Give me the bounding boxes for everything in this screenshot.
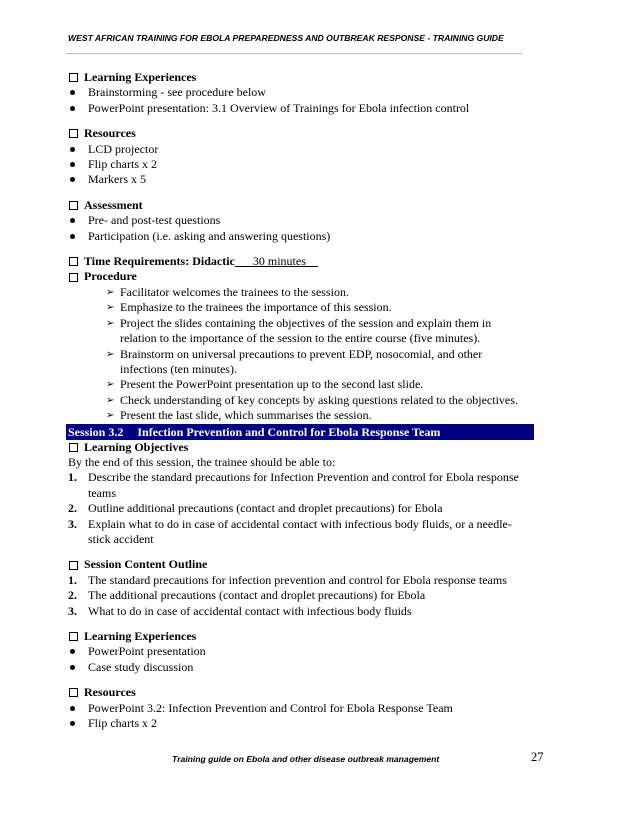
checkbox-icon: [69, 257, 78, 266]
list-item: PowerPoint 3.2: Infection Prevention and Control for Ebola Response Team: [68, 701, 548, 716]
session-title: Infection Prevention and Control for Ebola Response Team: [137, 424, 441, 439]
arrowhead-icon: ➢: [106, 394, 115, 406]
list-item: Participation (i.e. asking and answering questions): [68, 229, 548, 244]
arrowhead-icon: ➢: [106, 410, 115, 422]
resources-heading: Resources: [68, 685, 548, 700]
checkbox-icon: [69, 688, 78, 697]
checkbox-icon: [69, 129, 78, 138]
objective-item: 2. Outline additional precautions (contact and droplet precautions) for Ebola: [68, 501, 443, 516]
bullet-icon: [70, 162, 75, 167]
bullet-icon: [70, 665, 75, 670]
bullet-icon: [70, 90, 75, 95]
objective-item: 1. Describe the standard precautions for Infection Prevention and control for Ebola response: [68, 470, 519, 485]
heading-text: Learning Experiences: [84, 70, 197, 84]
list-item: PowerPoint presentation: [68, 644, 548, 659]
arrowhead-icon: ➢: [106, 348, 115, 360]
procedure-step: ➢ Check understanding of key concepts by asking questions related to the objectives.: [106, 392, 518, 407]
arrowhead-icon: ➢: [106, 379, 115, 391]
list-item: Brainstorming - see procedure below: [68, 85, 548, 100]
checkbox-icon: [69, 73, 78, 82]
arrowhead-icon: ➢: [106, 286, 115, 298]
page-number: 27: [531, 750, 544, 764]
session-title-bar: [66, 424, 534, 440]
bullet-icon: [70, 706, 75, 711]
learning-experiences-heading: [68, 70, 548, 85]
time-requirements-heading: Time Requirements: Didactic ___30 minutes__: [68, 254, 548, 269]
objectives-intro: By the end of this session, the trainee should be able to:: [68, 454, 336, 469]
checkbox-icon: [69, 273, 78, 282]
session-number: Session 3.2: [68, 424, 124, 439]
list-item: PowerPoint presentation: 3.1 Overview of Trainings for Ebola infection control: [68, 101, 548, 116]
objective-item-continued: stick accident: [88, 531, 154, 546]
procedure-heading: Procedure: [68, 269, 548, 284]
list-item: Pre- and post-test questions: [68, 213, 548, 228]
bullet-icon: [70, 177, 75, 182]
procedure-step: ➢ Present the last slide, which summarises the session.: [106, 408, 372, 423]
resources-heading: Resources: [68, 126, 548, 141]
arrowhead-icon: ➢: [106, 302, 115, 314]
time-value: ___30 minutes__: [234, 254, 318, 269]
procedure-step: ➢ Emphasize to the trainees the importance of this session.: [106, 300, 392, 315]
session-content-outline-heading: Session Content Outline: [68, 557, 548, 572]
list-item: Case study discussion: [68, 660, 548, 675]
list-item: Flip charts x 2: [68, 716, 548, 731]
running-header: WEST AFRICAN TRAINING FOR EBOLA PREPAREDNESS AND OUTBREAK RESPONSE - TRAINING GUIDE: [68, 33, 504, 43]
list-item: LCD projector: [68, 142, 548, 157]
procedure-step: ➢ Brainstorm on universal precautions to prevent EDP, nosocomial, and other: [106, 346, 483, 361]
bullet-icon: [70, 649, 75, 654]
procedure-step: ➢ Present the PowerPoint presentation up to the second last slide.: [106, 377, 424, 392]
running-footer: Training guide on Ebola and other disease outbreak management: [172, 754, 440, 764]
bullet-icon: [70, 147, 75, 152]
bullet-icon: [70, 721, 75, 726]
procedure-step: ➢ Project the slides containing the objectives of the session and explain them in: [106, 315, 492, 330]
objective-item: 3. Explain what to do in case of accidental contact with infectious body fluids, or a needle-: [68, 516, 512, 531]
procedure-step: ➢ Facilitator welcomes the trainees to the session.: [106, 284, 349, 299]
checkbox-icon: [69, 443, 78, 452]
header-divider: [66, 53, 522, 54]
learning-objectives-heading: Learning Objectives: [68, 440, 548, 455]
arrowhead-icon: ➢: [106, 317, 115, 329]
learning-experiences-heading: Learning Experiences: [68, 629, 548, 644]
list-item: Markers x 5: [68, 172, 548, 187]
checkbox-icon: [69, 632, 78, 641]
outline-item: 3. What to do in case of accidental contact with infectious body fluids: [68, 603, 412, 618]
outline-item: 1. The standard precautions for infection prevention and control for Ebola response teams: [68, 572, 507, 587]
procedure-step-continued: infections (ten minutes).: [120, 361, 237, 376]
procedure-step-continued: relation to the importance of the session to the entire course (five minutes).: [120, 331, 481, 346]
objective-item-continued: teams: [88, 485, 116, 500]
bullet-icon: [70, 218, 75, 223]
checkbox-icon: [69, 201, 78, 210]
checkbox-icon: [69, 561, 78, 570]
bullet-icon: [70, 106, 75, 111]
page-body: [68, 70, 548, 731]
assessment-heading: Assessment: [68, 198, 548, 213]
outline-item: 2. The additional precautions (contact and droplet precautions) for Ebola: [68, 588, 426, 603]
bullet-icon: [70, 234, 75, 239]
list-item: Flip charts x 2: [68, 157, 548, 172]
